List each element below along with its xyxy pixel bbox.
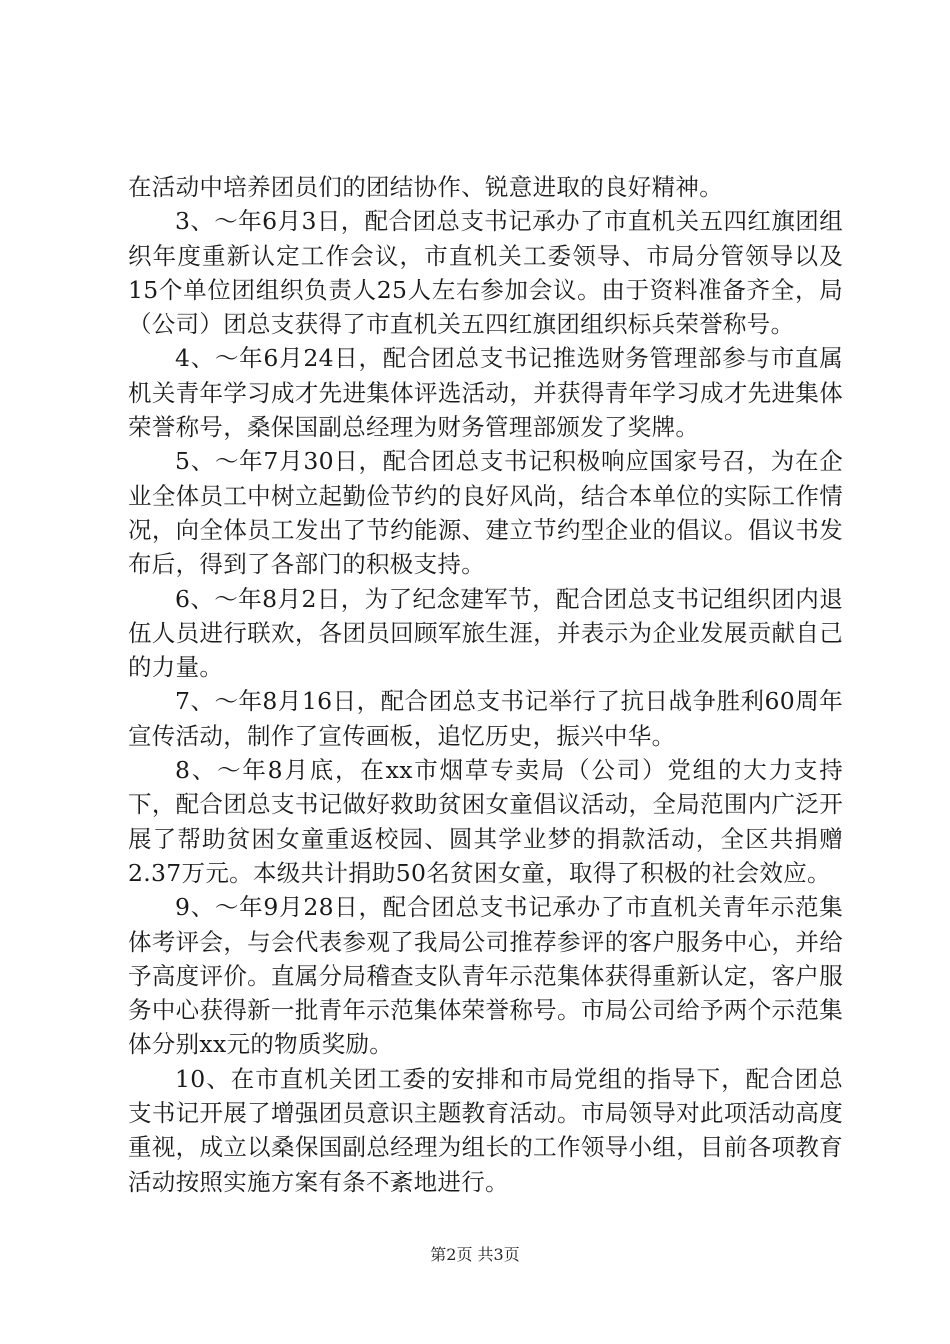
paragraph-item-8: 8、～年8月底，在xx市烟草专卖局（公司）党组的大力支持下，配合团总支书记做好救助贫困女童倡议活动，全局范围内广泛开展了帮助贫困女童重返校园、圆其学业梦的捐款活动，全区共捐赠2.37万元。本级共计捐助50名贫困女童，取得了积极的社会效应。 <box>128 756 843 887</box>
paragraph-item-4: 4、～年6月24日，配合团总支书记推选财务管理部参与市直属机关青年学习成才先进集体评选活动，并获得青年学习成才先进集体荣誉称号，桑保国副总经理为财务管理部颁发了奖牌。 <box>128 344 843 442</box>
paragraph-item-5: 5、～年7月30日，配合团总支书记积极响应国家号召，为在企业全体员工中树立起勤俭节约的良好风尚，结合本单位的实际工作情况，向全体员工发出了节约能源、建立节约型企业的倡议。倡议书发布后，得到了各部门的积极支持。 <box>128 447 843 579</box>
paragraph-continuation: 在活动中培养团员们的团结协作、锐意进取的良好精神。 <box>128 173 723 201</box>
paragraph-item-9: 9、～年9月28日，配合团总支书记承办了市直机关青年示范集体考评会，与会代表参观了我局公司推荐参评的客户服务中心，并给予高度评价。直属分局稽查支队青年示范集体获得重新认定，客户服务中心获得新一批青年示范集体荣誉称号。市局公司给予两个示范集体分别xx元的物质奖励。 <box>128 893 843 1059</box>
paragraph-item-6: 6、～年8月2日，为了纪念建军节，配合团总支书记组织团内退伍人员进行联欢，各团员回顾军旅生涯，并表示为企业发展贡献自己的力量。 <box>128 584 843 682</box>
paragraph-item-7: 7、～年8月16日，配合团总支书记举行了抗日战争胜利60周年宣传活动，制作了宣传画板，追忆历史，振兴中华。 <box>128 687 843 750</box>
paragraph-item-3: 3、～年6月3日，配合团总支书记承办了市直机关五四红旗团组织年度重新认定工作会议，市直机关工委领导、市局分管领导以及15个单位团组织负责人25人左右参加会议。由于资料准备齐全，局（公司）团总支获得了市直机关五四红旗团组织标兵荣誉称号。 <box>128 207 843 339</box>
paragraph-item-10: 10、在市直机关团工委的安排和市局党组的指导下，配合团总支书记开展了增强团员意识主题教育活动。市局领导对此项活动高度重视，成立以桑保国副总经理为组长的工作领导小组，目前各项教育活动按照实施方案有条不紊地进行。 <box>128 1064 843 1196</box>
page-footer: 第2页 共3页 <box>430 1245 520 1264</box>
body-text <box>128 170 843 1199</box>
